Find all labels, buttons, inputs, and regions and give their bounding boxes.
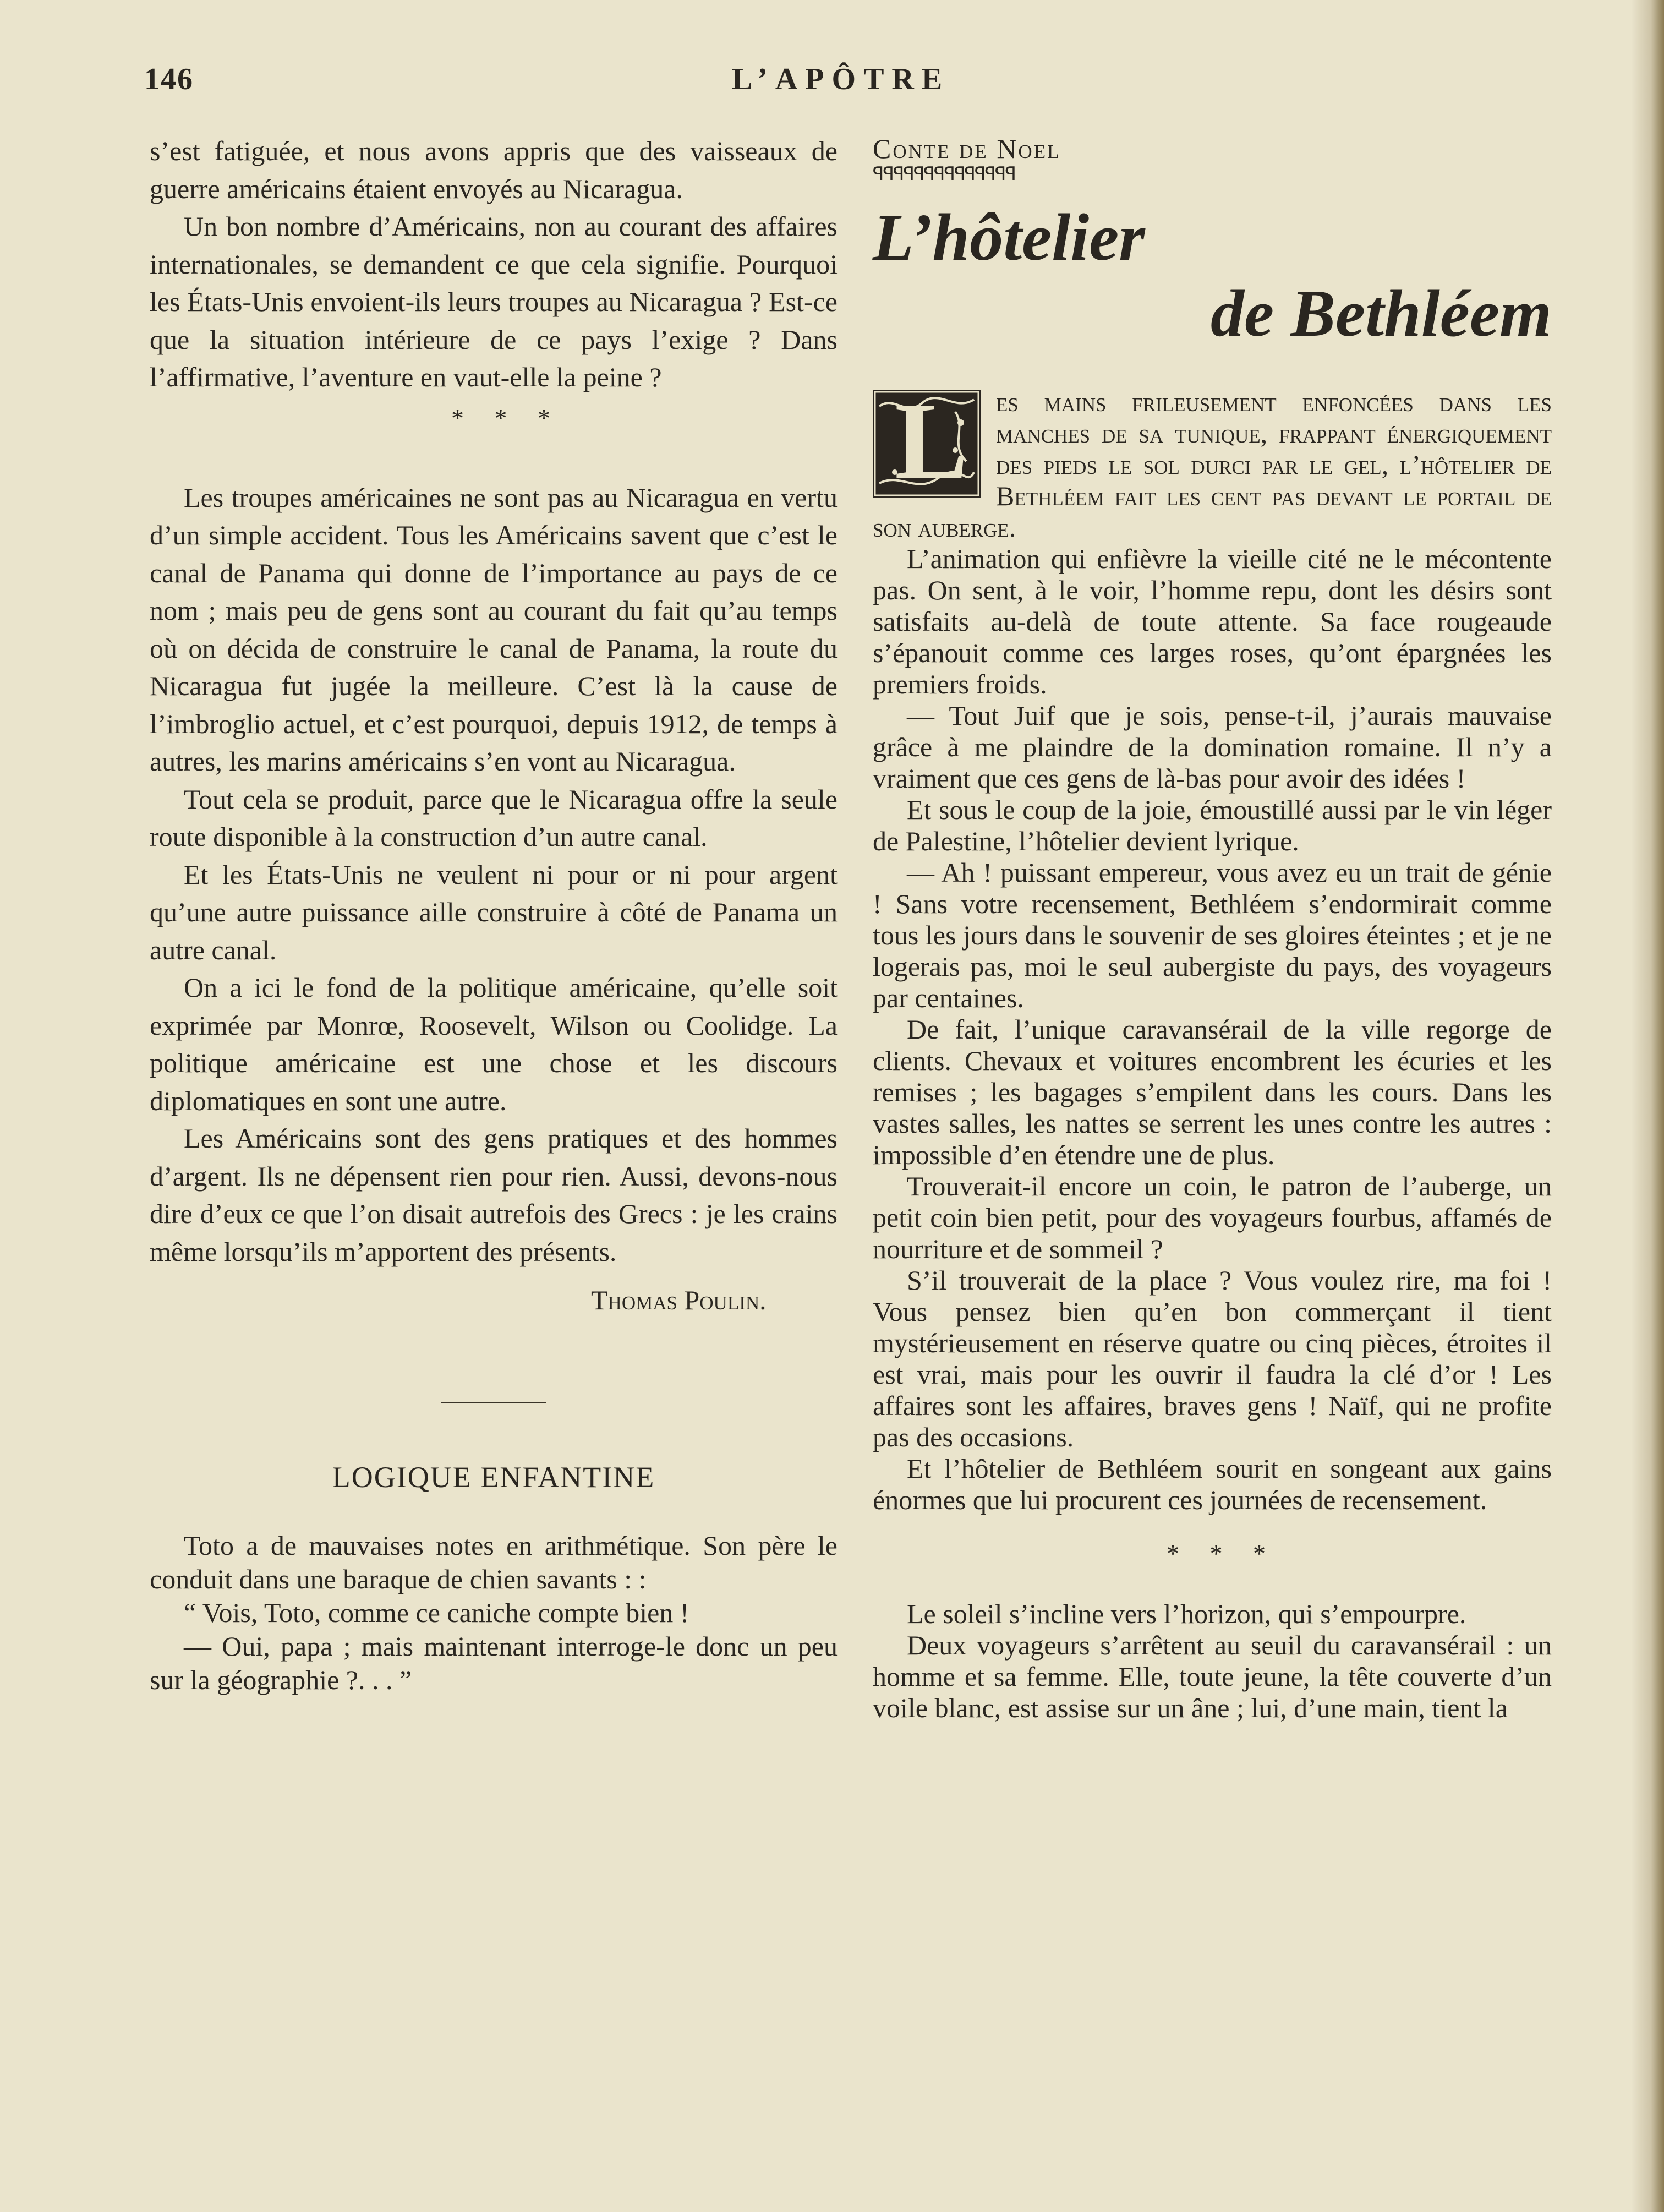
left-column [150, 132, 838, 1697]
paragraph: — Oui, papa ; mais maintenant interroge-le donc un peu sur la géographie ?. . . ” [150, 1631, 838, 1695]
paragraph: Et les États-Unis ne veulent ni pour or ni pour argent qu’une autre puissance aille construire à côté de Panama un autre canal. [150, 859, 838, 965]
paragraph: s’est fatiguée, et nous avons appris que des vaisseaux de guerre américains étaient envoyés au Nicaragua. [150, 135, 838, 204]
section-separator [873, 1516, 1552, 1598]
paragraph: Trouverait-il encore un coin, le patron de l’auberge, un petit coin bien petit, pour des voyageurs fourbus, affamés de nourriture et de sommeil ? [873, 1171, 1552, 1264]
paragraph: Tout cela se produit, parce que le Nicaragua offre la seule route disponible à la construction d’un autre canal. [150, 783, 838, 852]
section-separator [150, 396, 838, 479]
page-gutter-shadow [1631, 0, 1664, 2212]
dropcap-ornament [873, 380, 981, 502]
paragraph: Toto a de mauvaises notes en arithmétique. Son père le conduit dans une baraque de chien savants : : [150, 1530, 838, 1594]
section-title: LOGIQUE ENFANTINE [332, 1460, 655, 1494]
paragraph [873, 380, 1552, 543]
page-number: 146 [144, 62, 194, 96]
paragraph: Les Américains sont des gens pratiques et des hommes d’argent. Ils ne dépensent rien pour rien. Aussi, devons-nous dire d’eux ce que l’on disait autrefois des Grecs : je les crains même lorsqu’ils m’apportent des présents. [150, 1123, 838, 1267]
paragraph: De fait, l’unique caravansérail de la ville regorge de clients. Chevaux et voitures encombrent les écuries et les remises ; les bagages s’empilent dans les cours. Dans les vastes salles, les nattes se serrent les unes contre les autres : impossible d’en étendre une de plus. [873, 1014, 1552, 1170]
first-paragraph-text: es mains frileusement enfoncées dans les manches de sa tunique, frappant énergiquement des pieds le sol durci par le gel, l’hôtelier de Bethléem fait les cent pas devant le portail de son auberge. [873, 386, 1552, 543]
right-column [873, 132, 1552, 1724]
paragraph: Les troupes américaines ne sont pas au Nicaragua en vertu d’un simple accident. Tous les Américains savent que c’est le canal de Panama qui donne de l’importance au pays de ce nom ; mais peu de gens sont au courant du fait qu’au temps où on décida de construire le canal de Panama, la route du Nicaragua fut jugée la meilleure. C’est là la cause de l’imbroglio actuel, et c’est pourquoi, depuis 1912, de temps à autres, les marins américains s’en vont au Nicaragua. [150, 482, 838, 777]
paragraph: — Ah ! puissant empereur, vous avez eu un trait de génie ! Sans votre recensement, Bethléem s’endormirait comme tous les jours dans le souvenir de ses gloires éteintes ; et je ne logerais pas, moi le seul aubergiste du pays, des voyageurs par centaines. [873, 857, 1552, 1013]
story-title-line2: de Bethléem [1210, 276, 1552, 351]
kicker-ornament: ꟼꟼꟼꟼꟼꟼꟼꟼꟼꟼꟼꟼꟼꟼ [873, 163, 1016, 185]
paragraph: Deux voyageurs s’arrêtent au seuil du caravansérail : un homme et sa femme. Elle, toute jeune, la tête couverte d’un voile blanc, est assise sur un âne ; lui, d’une main, tient la [873, 1630, 1552, 1723]
paragraph: Un bon nombre d’Américains, non au courant des affaires internationales, se demandent ce que cela signifie. Pourquoi les États-Unis envoient-ils leurs troupes au Nicaragua ? Est-ce que la situation intérieure de ce pays l’exige ? Dans l’affirmative, l’aventure en vaut-elle la peine ? [150, 211, 838, 392]
separator-stars: * * * [1167, 1539, 1278, 1567]
separator-stars: * * * [451, 403, 562, 432]
paragraph: “ Vois, Toto, comme ce caniche compte bien ! [184, 1597, 689, 1628]
dropcap-letter: L [895, 380, 968, 502]
divider-rule [441, 1402, 546, 1403]
paragraph: Le soleil s’incline vers l’horizon, qui s’empourpre. [907, 1598, 1466, 1629]
story-title-line1: L’hôtelier [873, 200, 1145, 275]
anecdote-block [150, 1529, 838, 1697]
paragraph: On a ici le fond de la politique américaine, qu’elle soit exprimée par Monrœ, Roosevelt, Wilson ou Coolidge. La politique américaine est une chose et les discours diplomatiques en sont une autre. [150, 972, 838, 1116]
running-title: L’APÔTRE [732, 62, 950, 96]
paragraph: — Tout Juif que je sois, pense-t-il, j’aurais mauvaise grâce à me plaindre de la domination romaine. Il n’y a vraiment que ces gens de là-bas pour avoir des idées ! [873, 700, 1552, 794]
author-signature: Thomas Poulin. [591, 1285, 767, 1315]
paragraph: S’il trouverait de la place ? Vous voulez rire, ma foi ! Vous pensez bien qu’en bon commerçant il tient mystérieusement en réserve quatre ou cinq pièces, étroites il est vrai, mais pour les ouvrir il faudra la clé d’or ! Les affaires sont les affaires, braves gens ! Naïf, qui ne profite pas des occasions. [873, 1265, 1552, 1452]
story-kicker: Conte de Noel [873, 133, 1061, 164]
paragraph: Et sous le coup de la joie, émoustillé aussi par le vin léger de Palestine, l’hôtelier devient lyrique. [873, 794, 1552, 856]
paragraph: Et l’hôtelier de Bethléem sourit en songeant aux gains énormes que lui procurent ces journées de recensement. [873, 1453, 1552, 1515]
story-body [873, 380, 1552, 1724]
paragraph: L’animation qui enfièvre la vieille cité ne le mécontente pas. On sent, à le voir, l’homme repu, dont les désirs sont satisfaits au-delà de toute attente. Sa face rougeaude s’épanouit comme ces larges roses, qu’ont épargnées les premiers froids. [873, 543, 1552, 700]
